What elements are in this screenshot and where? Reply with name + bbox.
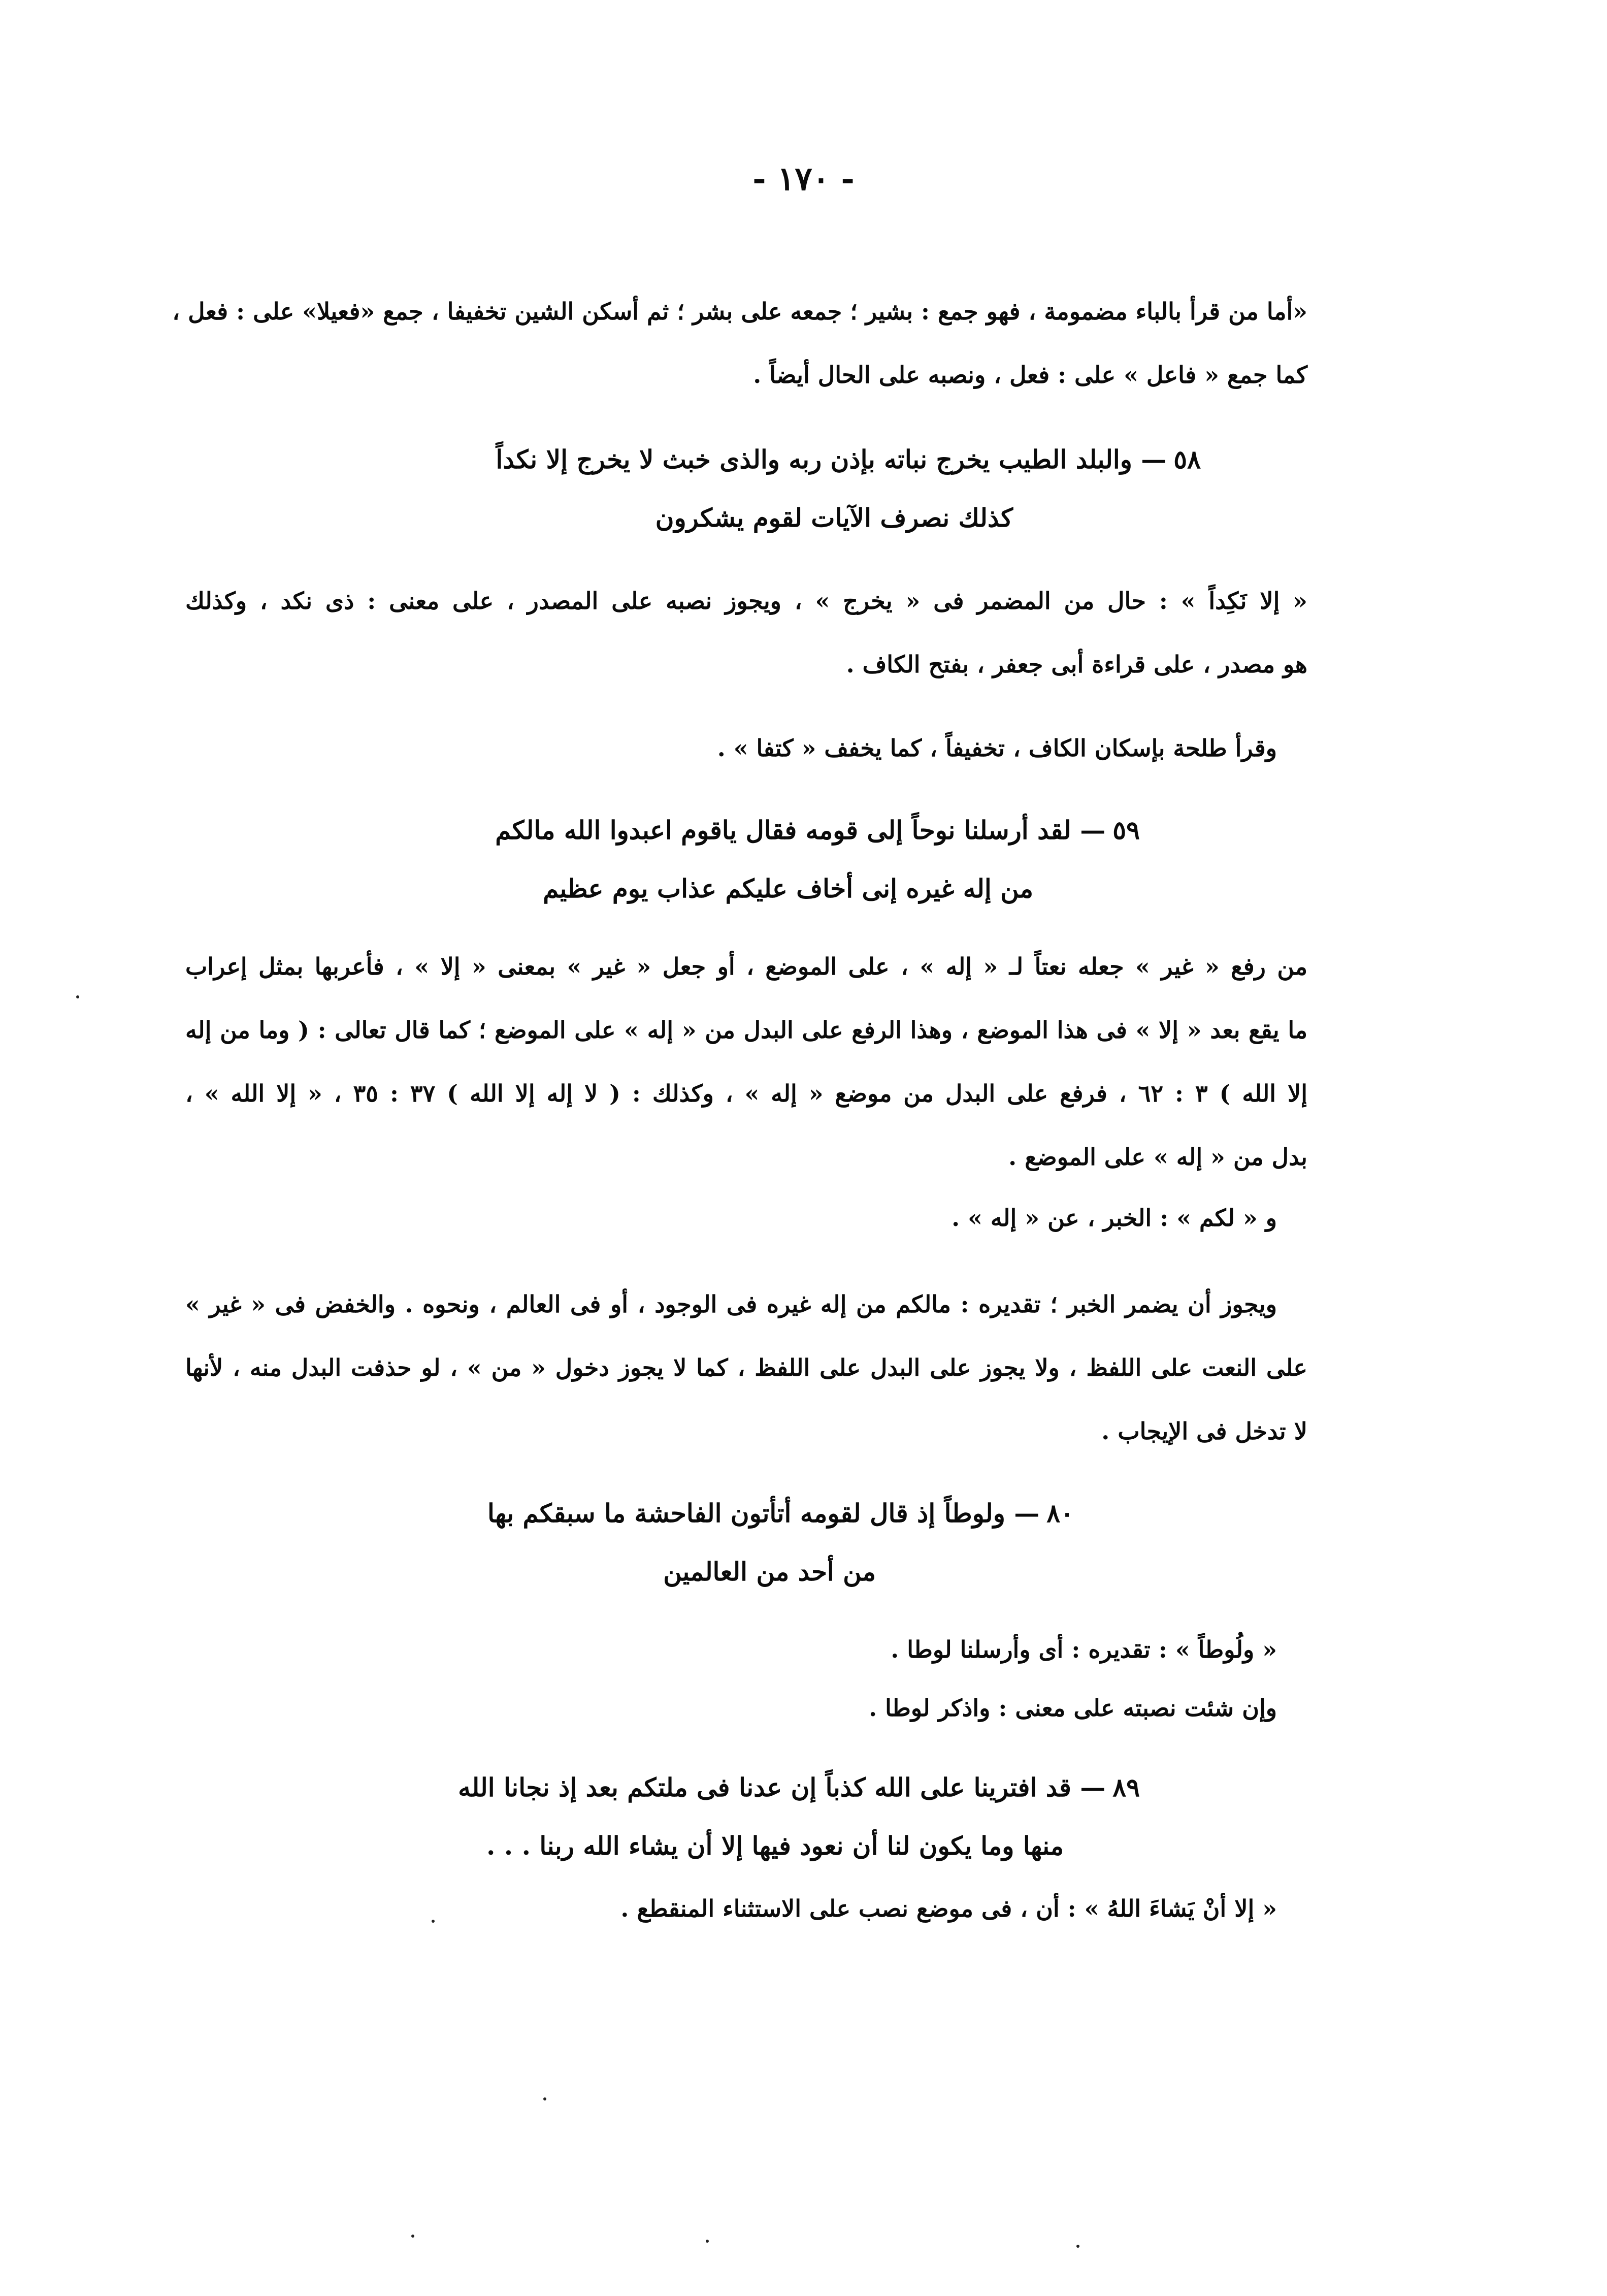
text-line: كما جمع « فاعل » على : فعل ، ونصبه على الحال أيضاً . <box>753 361 1307 389</box>
text-line: « ولُوطاً » : تقديره : أى وأرسلنا لوطا . <box>891 1636 1277 1663</box>
scan-speck <box>543 2097 546 2100</box>
text-line: من رفع « غير » جعله نعتاً لـ « إله » ، على الموضع ، أو جعل « غير » بمعنى « إلا » ، فأعربها بمثل إعراب <box>185 953 1307 980</box>
verse-line <box>496 444 1201 474</box>
scan-speck <box>411 2235 414 2238</box>
verse-number: ٨٠ <box>1046 1498 1074 1528</box>
text-line: هو مصدر ، على قراءة أبى جعفر ، بفتح الكاف . <box>846 651 1307 678</box>
verse-line: من إله غيره إنى أخاف عليكم عذاب يوم عظيم <box>543 874 1033 903</box>
verse-text: — ولوطاً إذ قال لقومه أتأتون الفاحشة ما سبقكم بها <box>487 1498 1040 1528</box>
text-line: لا تدخل فى الإيجاب . <box>1101 1417 1307 1445</box>
text-line: وإن شئت نصبته على معنى : واذكر لوطا . <box>869 1694 1277 1722</box>
scan-speck <box>1076 2245 1079 2248</box>
text-line: بدل من « إله » على الموضع . <box>1008 1143 1307 1171</box>
text-line: ويجوز أن يضمر الخبر ؛ تقديره : مالكم من إله غيره فى الوجود ، أو فى العالم ، ونحوه . والخفض فى « غير » <box>185 1290 1277 1318</box>
scan-speck <box>76 995 79 998</box>
page-number: - ١٧٠ - <box>752 160 855 198</box>
verse-number: ٨٩ <box>1112 1772 1140 1802</box>
verse-number: ٥٨ <box>1173 444 1201 474</box>
text-line: و « لكم » : الخبر ، عن « إله » . <box>952 1204 1277 1232</box>
verse-line <box>495 815 1140 845</box>
text-line: ما يقع بعد « إلا » فى هذا الموضع ، وهذا الرفع على البدل من « إله » على الموضع ؛ كما قال تعالى : ( وما من إله <box>185 1016 1307 1044</box>
verse-number: ٥٩ <box>1112 815 1140 845</box>
verse-text: — والبلد الطيب يخرج نباته بإذن ربه والذى خبث لا يخرج إلا نكداً <box>496 444 1167 474</box>
verse-line <box>487 1498 1074 1528</box>
text-line: وقرأ طلحة بإسكان الكاف ، تخفيفاً ، كما يخفف « كتفا » . <box>717 734 1277 762</box>
verse-text: — لقد أرسلنا نوحاً إلى قومه فقال ياقوم اعبدوا الله مالكم <box>495 815 1106 845</box>
text-line: « إلا نَكِداً » : حال من المضمر فى « يخرج » ، ويجوز نصبه على المصدر ، على معنى : ذى نكد ، وكذلك <box>185 587 1307 615</box>
verse-line: من أحد من العالمين <box>663 1557 876 1587</box>
scan-speck <box>706 2240 709 2243</box>
verse-line <box>458 1772 1140 1802</box>
verse-line: كذلك نصرف الآيات لقوم يشكرون <box>655 503 1013 533</box>
verse-line: منها وما يكون لنا أن نعود فيها إلا أن يشاء الله ربنا . . . <box>486 1831 1064 1861</box>
text-line: إلا الله ) ٣ : ٦٢ ، فرفع على البدل من موضع « إله » ، وكذلك : ( لا إله إلا الله ) ٣٧ : ٣٥ ، « إلا الله » ، <box>185 1080 1307 1107</box>
text-line: «أما من قرأ بالباء مضمومة ، فهو جمع : بشير ؛ جمعه على بشر ؛ ثم أسكن الشين تخفيفا ، جمع «فعيلا» على : فعل ، <box>172 298 1307 325</box>
scan-speck <box>432 1920 435 1923</box>
text-line: « إلا أنْ يَشاءَ اللهُ » : أن ، فى موضع نصب على الاستثناء المنقطع . <box>620 1895 1277 1922</box>
verse-text: — قد افترينا على الله كذباً إن عدنا فى ملتكم بعد إذ نجانا الله <box>458 1772 1106 1802</box>
text-line: على النعت على اللفظ ، ولا يجوز على البدل على اللفظ ، كما لا يجوز دخول « من » ، لو حذفت البدل منه ، لأنها <box>185 1354 1307 1381</box>
